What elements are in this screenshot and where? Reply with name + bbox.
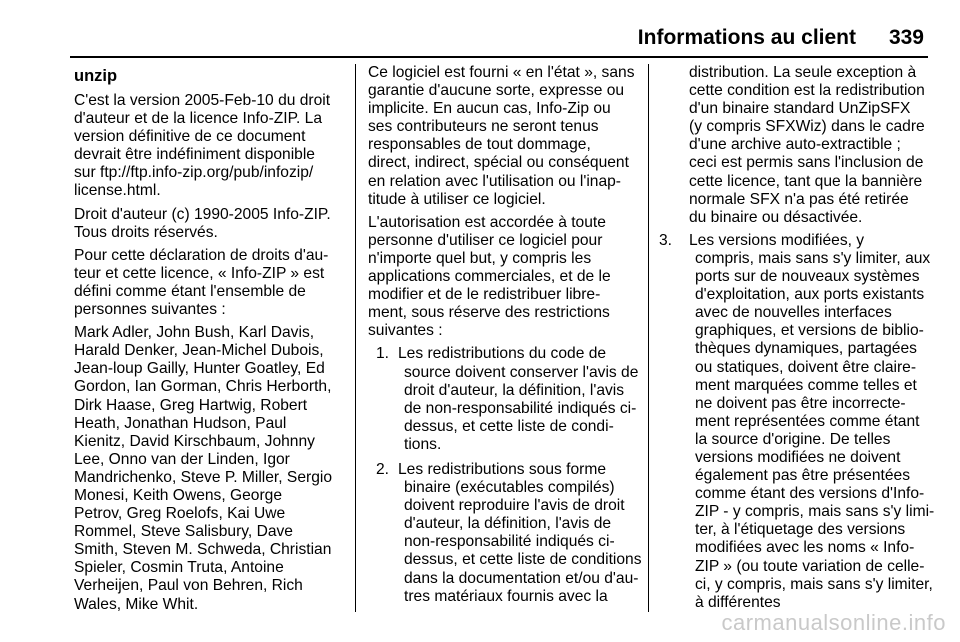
text-line: applications commerciales, et de le [368,268,611,286]
text-line: Tous droits réservés. [74,223,218,241]
list-item-text [398,345,639,454]
text-line: d'un binaire standard UnZipSFX [689,100,911,118]
text-line: Les redistributions sous forme [398,460,607,478]
text-line: modifier et de le redistribuer libre- [368,286,601,304]
text-line: version définitive de ce document [74,128,306,146]
text-line: suivantes : [368,322,443,340]
text-line: responsables de tout dommage, [368,136,591,154]
text-line: comme étant des versions d'Info- [695,485,925,503]
text-line: thèques dynamiques, partagées [695,340,917,358]
text-line: titude à utiliser ce logiciel. [368,190,546,208]
text-line: dessus, et cette liste de condi- [404,417,614,435]
text-line: ter, à l'étiquetage des versions [695,521,906,539]
text-line: ZIP » (ou toute variation de celle- [695,557,925,575]
text-line: sur ftp://ftp.info-zip.org/pub/infozip/ [74,164,314,182]
page-title: Informations au client [637,26,856,49]
list-item-number: 3. [659,231,673,249]
text-line: distribution. La seule exception à [689,64,917,81]
text-line: ports sur de nouveaux systèmes [695,268,920,286]
text-line: Dirk Haase, Greg Hartwig, Robert [74,396,308,414]
text-line: ou statiques, doivent être claire- [695,358,917,376]
page-header [70,22,928,58]
column-2 [368,64,642,613]
text-line: ment, sous réserve des restrictions [368,304,610,322]
text-line: à différentes [695,593,781,611]
text-line: tions. [404,435,442,453]
text-line: en relation avec l'utilisation ou l'inap- [368,172,622,190]
paragraph [74,247,342,319]
text-line: Smith, Steven M. Schweda, Christian [74,541,332,559]
list-item-number: 2. [376,460,390,478]
text-line: d'auteur et de la licence Info-ZIP. La [74,110,323,128]
text-line: ZIP - y compris, mais sans s'y limi- [695,503,935,521]
column-divider-2 [648,64,649,612]
text-line: versions modifiées ne doivent [695,448,901,466]
text-line: cette licence, tant que la bannière [689,172,923,190]
text-line: ment représentées comme étant [695,412,920,430]
text-line: modifiées avec les noms « Info- [695,539,915,557]
text-line: Jean-loup Gailly, Hunter Goatley, Ed [74,360,325,378]
text-line: Petrov, Greg Roelofs, Kai Uwe [74,505,286,523]
text-line: Droit d'auteur (c) 1990-2005 Info-ZIP. [74,205,331,223]
text-line: Heath, Jonathan Hudson, Paul [74,414,287,432]
text-line: Kienitz, David Kirschbaum, Johnny [74,432,315,450]
list-item-continuation [689,64,931,227]
text-line: personnes suivantes : [74,301,226,319]
paragraph [74,92,342,201]
text-line: implicite. En aucun cas, Info-Zip ou [368,100,611,118]
text-line: tres matériaux fournis avec la [404,587,608,605]
text-line: de non-responsabilité indiqués ci- [404,399,637,417]
list-item [376,345,639,454]
text-line: n'importe quel but, y compris les [368,249,592,267]
text-line: C'est la version 2005-Feb-10 du droit [74,92,331,109]
text-line: ment marquées comme telles et [695,376,917,394]
text-line: L'autorisation est accordée à toute [368,213,606,231]
text-line: Mandrichenko, Steve P. Miller, Sergio [74,468,333,486]
text-line: ci, y compris, mais sans s'y limiter, [695,575,933,593]
paragraph [368,64,636,209]
text-line: Spieler, Cosmin Truta, Antoine [74,559,284,577]
text-line: doivent reproduire l'avis de droit [404,497,625,515]
text-line: Rommel, Steve Salisbury, Dave [74,523,293,541]
text-line: Gordon, Ian Gorman, Chris Herborth, [74,378,332,396]
text-line: garantie d'aucune sorte, expresse ou [368,82,625,100]
text-line: teur et cette licence, « Info-ZIP » est [74,264,325,282]
text-line: license.html. [74,182,161,200]
text-line: personne d'utiliser ce logiciel pour [368,231,603,249]
text-line: Monesi, Keith Owens, George [74,486,283,504]
text-line: graphiques, et versions de biblio- [695,322,924,340]
text-line: direct, indirect, spécial ou conséquent [368,154,629,172]
text-line: également pas être présentées [695,467,910,485]
text-line: cette condition est la redistribution [689,82,925,100]
text-line: Harald Denker, Jean-Michel Dubois, [74,342,324,360]
text-line: Les redistributions du code de [398,345,607,363]
text-line: ses contributeurs ne seront tenus [368,118,599,136]
text-line: Lee, Onno van der Linden, Igor [74,450,290,468]
column-3 [659,64,935,619]
text-line: avec de nouvelles interfaces [695,304,892,322]
text-line: (y compris SFXWiz) dans le cadre [689,118,925,136]
text-line: du binaire ou désactivée. [689,208,863,226]
watermark: carmanualsonline.info [721,610,946,635]
text-line: normale SFX n'a pas été retirée [689,190,909,208]
text-line: d'une archive auto-extractible ; [689,136,901,154]
text-line: défini comme étant l'ensemble de [74,282,306,300]
column-divider-1 [355,64,356,612]
numbered-list [376,345,642,605]
text-line: Pour cette déclaration de droits d'au- [74,246,329,264]
text-line: Les versions modifiées, y [689,231,865,249]
list-item-number: 1. [376,345,390,363]
text-line: droit d'auteur, la définition, l'avis [404,381,625,399]
text-line: d'auteur, la définition, l'avis de [404,515,612,533]
text-line: non-responsabilité indiqués ci- [404,533,615,551]
text-line: Mark Adler, John Bush, Karl Davis, [74,324,315,342]
list-item [376,460,642,606]
text-line: source doivent conserver l'avis de [404,363,639,381]
column-1 [74,64,342,619]
page-number: 339 [888,26,924,49]
text-line: la source d'origine. De telles [695,430,891,448]
paragraph [74,206,342,242]
text-line: d'exploitation, aux ports existants [695,286,925,304]
text-line: Verheijen, Paul von Behren, Rich [74,577,303,595]
text-line: devrait être indéfiniment disponible [74,146,315,164]
text-line: compris, mais sans s'y limiter, aux [695,249,931,267]
list-item [659,231,935,612]
section-heading: unzip [74,67,118,85]
text-line: Wales, Mike Whit. [74,595,199,613]
list-item-text [689,231,935,612]
text-line: ne doivent pas être incorrecte- [695,394,906,412]
text-line: dans la documentation et/ou d'au- [404,569,639,587]
paragraph [368,214,636,341]
list-item-text [398,460,642,606]
text-line: ceci est permis sans l'inclusion de [689,154,924,172]
text-line: Ce logiciel est fourni « en l'état », sans [368,64,635,81]
paragraph [74,324,342,614]
text-line: dessus, et cette liste de conditions [404,551,642,569]
text-line: binaire (exécutables compilés) [404,479,615,497]
